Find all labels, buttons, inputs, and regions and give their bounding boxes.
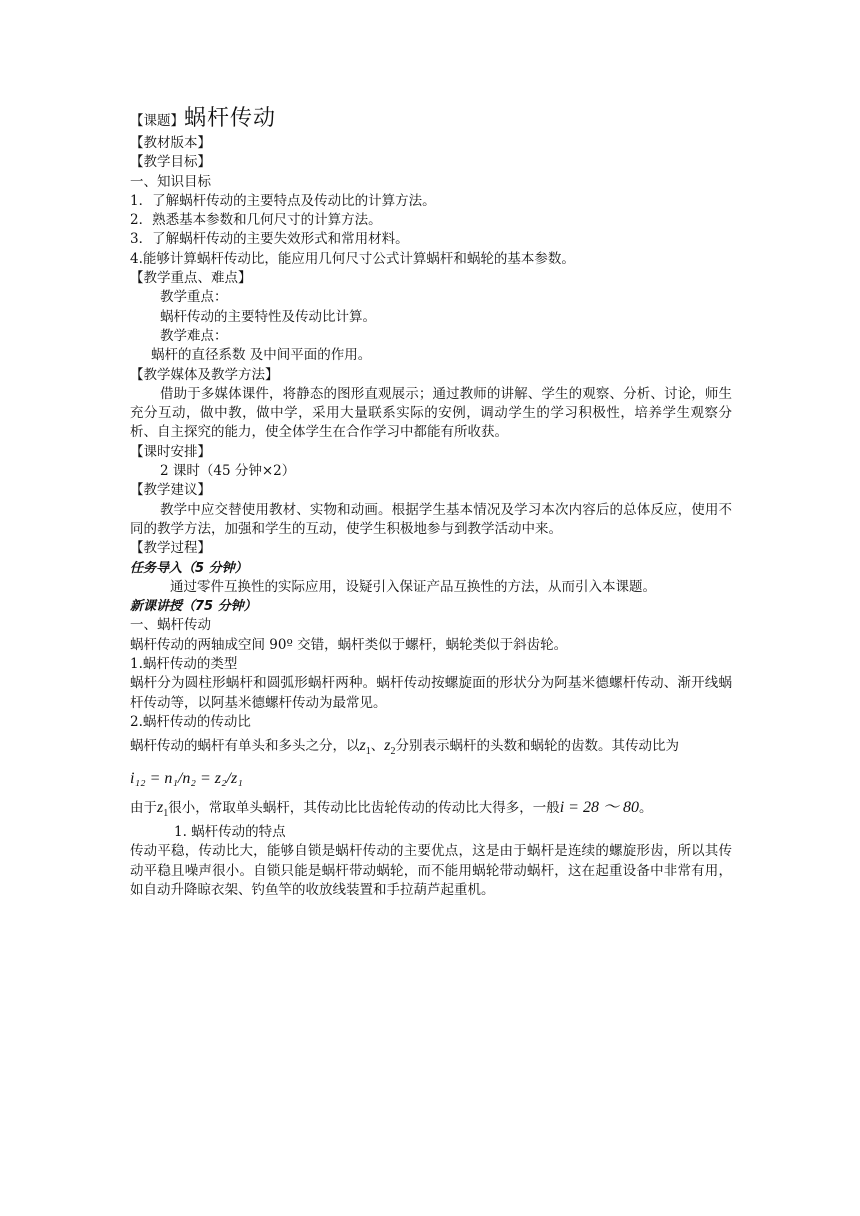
title-main: 蜗杆传动 bbox=[184, 106, 277, 131]
intro-heading: 任务导入（5 分钟） bbox=[130, 560, 248, 576]
section1-text: 蜗杆传动的两轴成空间 90º 交错，蜗杆类似于螺杆，蜗轮类似于斜齿轮。 bbox=[130, 636, 568, 653]
process-heading: 【教学过程】 bbox=[130, 540, 211, 557]
new-lesson-heading: 新课讲授（75 分钟） bbox=[130, 599, 257, 615]
document-page bbox=[130, 104, 732, 900]
z1-symbol-2: $z_1$ bbox=[157, 798, 169, 819]
features-heading: 1. 蜗杆传动的特点 bbox=[174, 824, 286, 841]
ratio-formula bbox=[130, 764, 732, 794]
ratio-heading: 2.蜗杆传动的传动比 bbox=[130, 713, 251, 730]
media-paragraph: 借助于多媒体课件，将静态的图形直观展示；通过教师的讲解、学生的观察、分析、讨论，师生充分互动，做中教，做中学，采用大量联系实际的安例，调动学生的学习积极性，培养学生观察分析、自主探究的能力，使全体学生在合作学习中都能有所收获。 bbox=[130, 385, 732, 441]
since-text-d: 。 bbox=[638, 799, 653, 816]
hours-heading: 【课时安排】 bbox=[130, 443, 211, 460]
goal-4: 4.能够计算蜗杆传动比，能应用几何尺寸公式计算蜗杆和蜗轮的基本参数。 bbox=[130, 250, 575, 267]
knowledge-heading: 一、知识目标 bbox=[130, 173, 211, 190]
since-text-b: 很小，常取单头蜗杆，其传动比比齿轮传动的传动比大得多，一般 bbox=[168, 799, 560, 816]
types-heading: 1.蜗杆传动的类型 bbox=[130, 656, 238, 673]
z2-symbol: $z_2$ bbox=[384, 737, 396, 758]
advice-paragraph: 教学中应交替使用教材、实物和动画。根据学生基本情况及学习本次内容后的总体反应，使用不同的教学方法，加强和学生的互动，使学生积极地参与到教学活动中来。 bbox=[130, 501, 732, 537]
title-prefix: 【课题】 bbox=[130, 113, 184, 129]
z1-symbol: $z_1$ bbox=[359, 737, 371, 758]
ratio-text-a: 蜗杆传动的蜗杆有单头和多头之分，以 bbox=[130, 738, 360, 755]
since-text-a: 由于 bbox=[130, 799, 157, 816]
types-paragraph: 蜗杆分为圆柱形蜗杆和圆弧形蜗杆两种。蜗杆传动按螺旋面的形状分为阿基米德螺杆传动、渐开线蜗杆传动等，以阿基米德螺杆传动为最常见。 bbox=[130, 675, 732, 711]
section1-heading: 一、蜗杆传动 bbox=[130, 617, 211, 634]
keypoints-heading: 【教学重点、难点】 bbox=[130, 270, 252, 287]
media-heading: 【教学媒体及教学方法】 bbox=[130, 366, 279, 383]
edition-heading: 【教材版本】 bbox=[130, 135, 211, 151]
goal-3: 3．了解蜗杆传动的主要失效形式和常用材料。 bbox=[130, 231, 409, 248]
goal-1: 1．了解蜗杆传动的主要特点及传动比的计算方法。 bbox=[130, 192, 436, 209]
hours-text: 2 课时（45 分钟×2） bbox=[160, 463, 296, 480]
ratio-text-b: 、 bbox=[370, 738, 385, 755]
lesson-title bbox=[130, 104, 732, 134]
key-label: 教学重点： bbox=[160, 289, 228, 306]
formula-text: i₁₂ = n₁/n₂ = z₂/z₁ bbox=[130, 769, 243, 787]
goal-2: 2．熟悉基本参数和几何尺寸的计算方法。 bbox=[130, 212, 382, 229]
difficulty-label: 教学难点： bbox=[160, 327, 228, 344]
intro-text: 通过零件互换性的实际应用，设疑引入保证产品互换性的方法，从而引入本课题。 bbox=[170, 578, 656, 595]
key-text: 蜗杆传动的主要特性及传动比计算。 bbox=[160, 308, 376, 325]
goals-heading: 【教学目标】 bbox=[130, 154, 211, 171]
ratio-paragraph bbox=[130, 732, 732, 761]
advice-heading: 【教学建议】 bbox=[130, 482, 211, 499]
since-line bbox=[130, 794, 732, 823]
ratio-text-c: 分别表示蜗杆的头数和蜗轮的齿数。其传动比为 bbox=[395, 738, 679, 755]
difficulty-text: 蜗杆的直径系数 及中间平面的作用。 bbox=[151, 347, 372, 364]
ratio-range: i = 28 ～ 80 bbox=[559, 798, 639, 816]
features-paragraph: 传动平稳，传动比大，能够自锁是蜗杆传动的主要优点，这是由于蜗杆是连续的螺旋形齿，所以其传动平稳且噪声很小。自锁只能是蜗杆带动蜗轮，而不能用蜗轮带动蜗杆，这在起重设备中非常有用，如自动升降晾衣架、钓鱼竿的收放线装置和手拉葫芦起重机。 bbox=[130, 843, 732, 899]
